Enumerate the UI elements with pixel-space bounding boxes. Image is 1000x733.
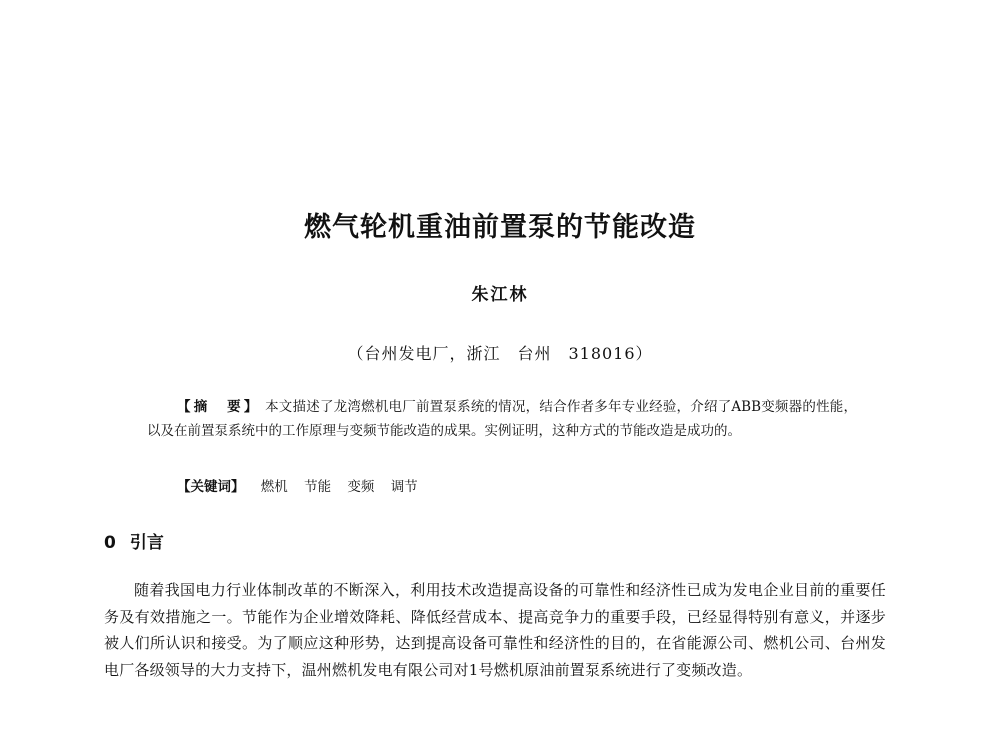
section-heading <box>104 528 164 553</box>
author-name: 朱江林 <box>471 285 529 305</box>
keywords <box>177 475 418 499</box>
paper-title: 燃气轮机重油前置泵的节能改造 <box>304 212 696 243</box>
keyword-item: 变频 <box>347 479 375 495</box>
author-affiliation: （台州发电厂，浙江 台州 318016） <box>347 344 653 363</box>
section-number: 0 <box>104 533 116 553</box>
keyword-item: 燃机 <box>260 479 288 495</box>
abstract <box>147 395 857 443</box>
abstract-label: 【摘 要】 <box>177 399 261 415</box>
keyword-item: 节能 <box>304 479 332 495</box>
body-paragraph: 随着我国电力行业体制改革的不断深入，利用技术改造提高设备的可靠性和经济性已成为发电企业目前的重要任务及有效措施之一。节能作为企业增效降耗、降低经营成本、提高竞争力的重要手段，已经显得特别有意义，并逐步被人们所认识和接受。为了顺应这种形势，达到提高设备可靠性和经济性的目的，在省能源公司、燃机公司、台州发电厂各级领导的大力支持下，温州燃机发电有限公司对1号燃机原油前置泵系统进行了变频改造。 <box>104 581 886 679</box>
keywords-label: 【关键词】 <box>177 479 245 495</box>
abstract-text: 本文描述了龙湾燃机电厂前置泵系统的情况，结合作者多年专业经验，介绍了ABB变频器的性能，以及在前置泵系统中的工作原理与变频节能改造的成果。实例证明，这种方式的节能改造是成功的。 <box>147 399 858 439</box>
section-title: 引言 <box>129 533 164 553</box>
keyword-item: 调节 <box>390 479 418 495</box>
